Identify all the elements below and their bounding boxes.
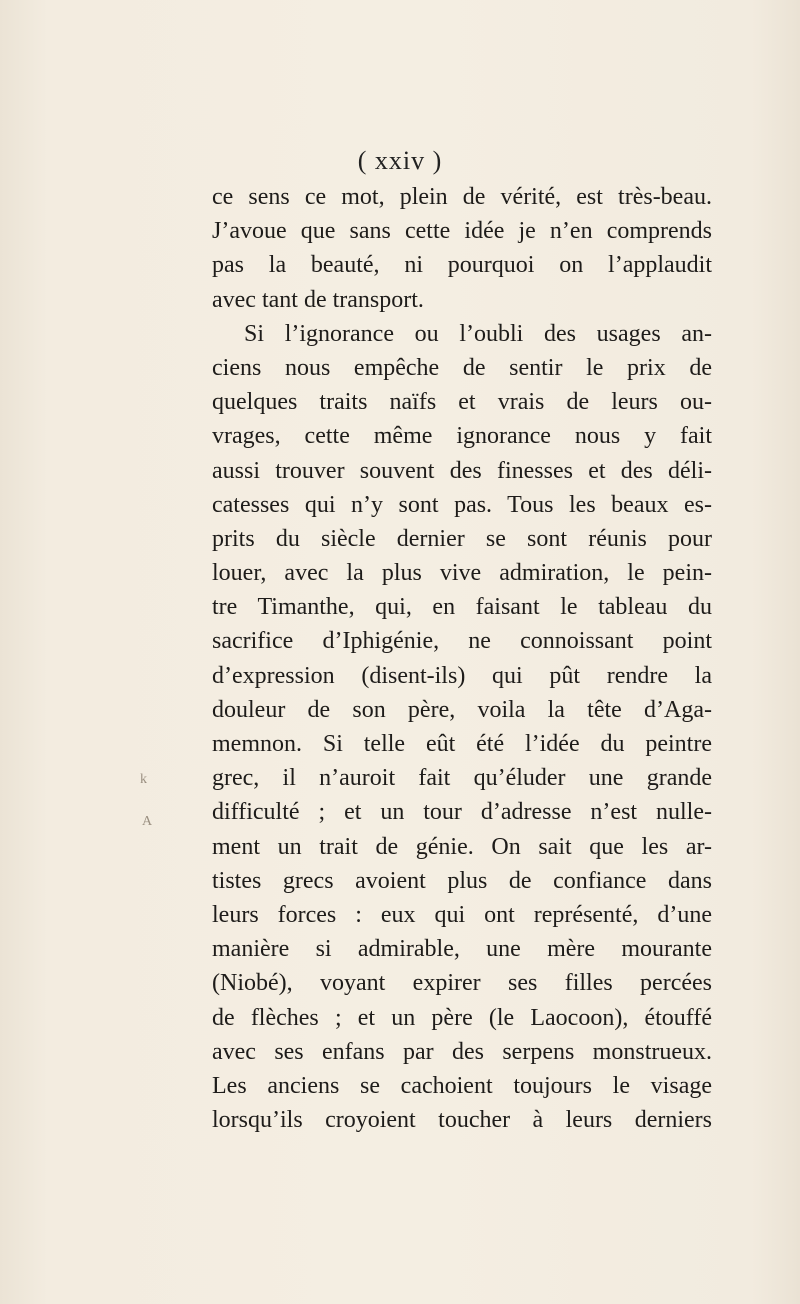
text-line: leurs forces : eux qui ont représenté, d’une <box>212 901 712 928</box>
text-line: J’avoue que sans cette idée je n’en comprends <box>212 218 712 245</box>
text-line: Les anciens se cachoient toujours le visage <box>212 1072 712 1099</box>
text-line: d’expression (disent-ils) qui pût rendre la <box>212 662 712 689</box>
text-line: Si l’ignorance ou l’oubli des usages an- <box>244 320 712 347</box>
margin-mark: A <box>142 814 153 829</box>
text-line: vrages, cette même ignorance nous y fait <box>212 423 712 450</box>
text-line: grec, il n’auroit fait qu’éluder une grande <box>212 765 712 792</box>
text-line: catesses qui n’y sont pas. Tous les beaux es- <box>212 491 712 518</box>
text-line: tre Timanthe, qui, en faisant le tableau du <box>212 594 712 621</box>
text-line: tistes grecs avoient plus de confiance dans <box>212 867 712 894</box>
text-line: ciens nous empêche de sentir le prix de <box>212 354 712 381</box>
text-line: memnon. Si telle eût été l’idée du peintre <box>212 731 712 757</box>
text-line: ment un trait de génie. On sait que les ar- <box>212 833 712 860</box>
text-line: (Niobé), voyant expirer ses filles percées <box>212 970 712 997</box>
text-line: louer, avec la plus vive admiration, le pein- <box>212 560 712 587</box>
text-line: pas la beauté, ni pourquoi on l’applaudit <box>212 252 712 279</box>
text-line: de flèches ; et un père (le Laocoon), étouffé <box>212 1004 712 1031</box>
body-text <box>212 180 712 1137</box>
page-number: ( xxiv ) <box>357 146 443 175</box>
text-line: ce sens ce mot, plein de vérité, est très-beau. <box>212 184 712 210</box>
margin-mark: k <box>140 772 147 787</box>
text-line: avec tant de transport. <box>212 286 424 313</box>
text-line: aussi trouver souvent des finesses et des déli- <box>212 457 712 484</box>
text-line: douleur de son père, voila la tête d’Aga- <box>212 696 712 723</box>
text-line: avec ses enfans par des serpens monstrueux. <box>212 1038 712 1065</box>
text-line: lorsqu’ils croyoient toucher à leurs derniers <box>212 1107 712 1134</box>
text-line: difficulté ; et un tour d’adresse n’est nulle- <box>212 799 712 826</box>
text-line: quelques traits naïfs et vrais de leurs ou- <box>212 389 712 416</box>
text-line: manière si admirable, une mère mourante <box>212 936 712 963</box>
text-line: prits du siècle dernier se sont réunis pour <box>212 525 712 552</box>
text-line: sacrifice d’Iphigénie, ne connoissant point <box>212 628 712 655</box>
